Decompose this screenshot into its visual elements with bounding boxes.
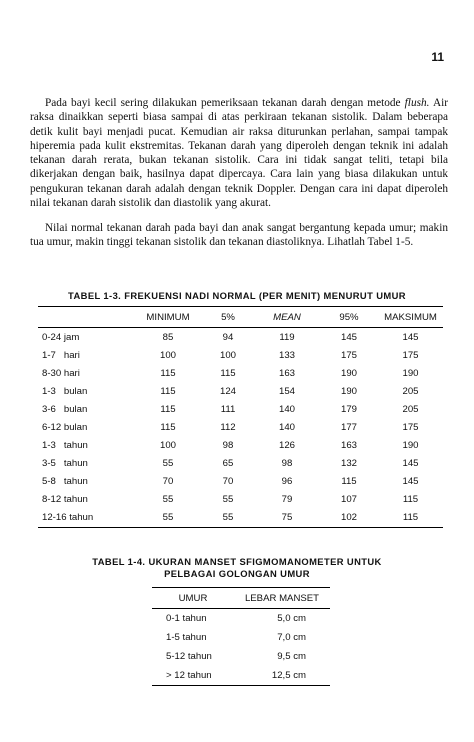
table-cell-value: 55 <box>162 512 174 524</box>
table-row <box>38 400 443 418</box>
table-cell-value: 115 <box>220 367 236 379</box>
table-cell-value: 55 <box>162 458 174 470</box>
table-cell-age: 3-6 bulan <box>42 403 88 415</box>
table-1-3-title: TABEL 1-3. FREKUENSI NADI NORMAL (PER MENIT) MENURUT UMUR <box>68 290 406 301</box>
table-cell-value: 111 <box>220 403 236 415</box>
table-row <box>38 509 443 528</box>
table-cell-cuff-width: 5,0 cm <box>277 613 306 624</box>
table-1-3-header-5pct: 5% <box>202 307 254 328</box>
table-1-4-title-line-2: PELBAGAI GOLONGAN UMUR <box>164 568 310 579</box>
table-cell-value: 100 <box>159 349 176 361</box>
table-cell-value: 177 <box>340 422 357 434</box>
table-cell-value: 145 <box>402 331 419 343</box>
table-cell-cuff-width: 12,5 cm <box>271 670 306 681</box>
table-cell-value: 115 <box>160 367 176 379</box>
table-row <box>38 491 443 509</box>
table-cell-value: 190 <box>402 440 419 452</box>
table-row <box>152 609 330 629</box>
paragraph-1-rest: Air raksa dinaikkan seperti biasa sampai di atas perkiraan tekanan sistolik. Dalam beberapa detik kulit bayi menjadi pucat. Kemudian air raksa diturunkan perlahan, sampai tampak hiperemia pada kulit ekstremitas. Tekanan darah yang diperoleh dengan teknik ini adalah tekanan darah rerata, bukan tekanan sistolik. Cara ini tidak sangat teliti, tetapi bila dikerjakan dengan baik, hasilnya dapat dipercaya. Cara lain yang biasa dilakukan untuk pengukuran tekanan darah adalah dengan teknik Doppler. Dengan cara ini dapat diperoleh nilai tekanan darah sistolik dan diastolik yang akurat. <box>30 97 449 210</box>
table-cell-cuff-width: 9,5 cm <box>277 651 306 662</box>
table-1-3-header-95pct: 95% <box>320 307 378 328</box>
table-cell-cuff-width: 7,0 cm <box>277 632 306 643</box>
table-cell-age: > 12 tahun <box>166 670 212 681</box>
table-cell-age: 0-1 tahun <box>166 613 207 624</box>
table-row <box>38 346 443 364</box>
table-cell-age: 1-7 hari <box>42 349 80 361</box>
table-cell-value: 163 <box>340 440 357 452</box>
table-cell-age: 0-24 jam <box>42 331 80 343</box>
table-cell-value: 100 <box>219 349 236 361</box>
table-cell-value: 79 <box>281 494 293 506</box>
table-cell-value: 70 <box>162 476 174 488</box>
table-cell-value: 115 <box>160 422 176 434</box>
table-cell-age: 6-12 bulan <box>42 422 88 434</box>
table-cell-value: 175 <box>402 349 419 361</box>
table-cell-value: 115 <box>402 512 419 524</box>
table-cell-value: 154 <box>278 385 295 397</box>
table-row <box>38 328 443 347</box>
table-1-4 <box>152 587 330 686</box>
table-cell-value: 75 <box>281 512 293 524</box>
table-1-3-header-row <box>38 307 443 328</box>
table-row <box>152 666 330 686</box>
table-cell-value: 98 <box>222 440 234 452</box>
table-cell-value: 102 <box>340 512 357 524</box>
table-cell-age: 12-16 tahun <box>42 512 94 524</box>
table-row <box>38 455 443 473</box>
table-1-4-header-lebar-manset: LEBAR MANSET <box>234 588 330 609</box>
table-cell-value: 94 <box>222 331 234 343</box>
paragraph-1 <box>30 96 448 210</box>
table-cell-value: 205 <box>402 385 419 397</box>
table-1-3-header-maksimum: MAKSIMUM <box>378 307 443 328</box>
table-cell-value: 55 <box>162 494 174 506</box>
table-cell-value: 205 <box>402 403 419 415</box>
table-cell-value: 175 <box>340 349 357 361</box>
table-cell-value: 140 <box>278 422 295 434</box>
table-cell-value: 55 <box>222 494 234 506</box>
table-cell-value: 124 <box>219 385 236 397</box>
table-cell-age: 3-5 tahun <box>42 458 88 470</box>
table-1-4-title-line-1: TABEL 1-4. UKURAN MANSET SFIGMOMANOMETER UNTUK <box>92 556 382 567</box>
table-cell-value: 163 <box>278 367 295 379</box>
table-cell-value: 115 <box>341 476 357 488</box>
table-cell-value: 115 <box>402 494 419 506</box>
table-1-3 <box>38 306 443 528</box>
table-cell-value: 126 <box>278 440 295 452</box>
table-cell-value: 190 <box>340 385 357 397</box>
table-cell-value: 96 <box>281 476 293 488</box>
table-cell-value: 100 <box>159 440 176 452</box>
table-row <box>152 628 330 647</box>
table-cell-value: 55 <box>222 512 234 524</box>
page-number: 11 <box>431 50 444 64</box>
table-cell-age: 8-30 hari <box>42 367 80 379</box>
table-row <box>38 364 443 382</box>
table-cell-value: 133 <box>278 349 295 361</box>
table-1-3-header-mean: MEAN <box>254 307 320 328</box>
table-cell-value: 115 <box>160 403 176 415</box>
table-cell-value: 112 <box>220 422 236 434</box>
table-cell-age: 5-8 tahun <box>42 476 88 488</box>
table-cell-value: 98 <box>281 458 293 470</box>
table-1-3-header-minimum: MINIMUM <box>134 307 202 328</box>
table-cell-value: 107 <box>340 494 357 506</box>
table-cell-age: 5-12 tahun <box>166 651 212 662</box>
table-cell-value: 145 <box>402 458 419 470</box>
table-row <box>38 437 443 455</box>
table-cell-value: 140 <box>278 403 295 415</box>
table-cell-age: 8-12 tahun <box>42 494 88 506</box>
table-row <box>38 473 443 491</box>
paragraph-1-flush-term: flush. <box>404 97 430 109</box>
table-cell-value: 190 <box>402 367 419 379</box>
paragraph-2-text: Nilai normal tekanan darah pada bayi dan anak sangat bergantung kepada umur; makin tua umur, makin tinggi tekanan sistolik dan tekanan diastoliknya. Lihatlah Tabel 1-5. <box>30 222 448 249</box>
table-1-4-header-row <box>152 588 330 609</box>
table-cell-value: 132 <box>340 458 357 470</box>
table-1-4-title <box>28 556 446 580</box>
table-cell-value: 190 <box>340 367 357 379</box>
table-row <box>38 418 443 436</box>
table-row <box>38 382 443 400</box>
table-cell-age: 1-3 bulan <box>42 385 88 397</box>
table-cell-value: 65 <box>222 458 234 470</box>
table-cell-value: 145 <box>402 476 419 488</box>
table-cell-value: 85 <box>162 331 174 343</box>
table-cell-age: 1-5 tahun <box>166 632 207 643</box>
table-cell-age: 1-3 tahun <box>42 440 88 452</box>
paragraph-2 <box>30 221 448 250</box>
table-row <box>152 647 330 666</box>
table-cell-value: 179 <box>340 403 357 415</box>
table-cell-value: 119 <box>279 331 295 343</box>
table-cell-value: 175 <box>402 422 419 434</box>
paragraph-1-start: Pada bayi kecil sering dilakukan pemeriksaan tekanan darah dengan metode <box>45 97 405 109</box>
table-1-4-header-umur: UMUR <box>152 588 234 609</box>
table-cell-value: 145 <box>340 331 357 343</box>
table-cell-value: 115 <box>160 385 176 397</box>
table-1-3-header-age <box>38 307 134 328</box>
table-cell-value: 70 <box>222 476 234 488</box>
